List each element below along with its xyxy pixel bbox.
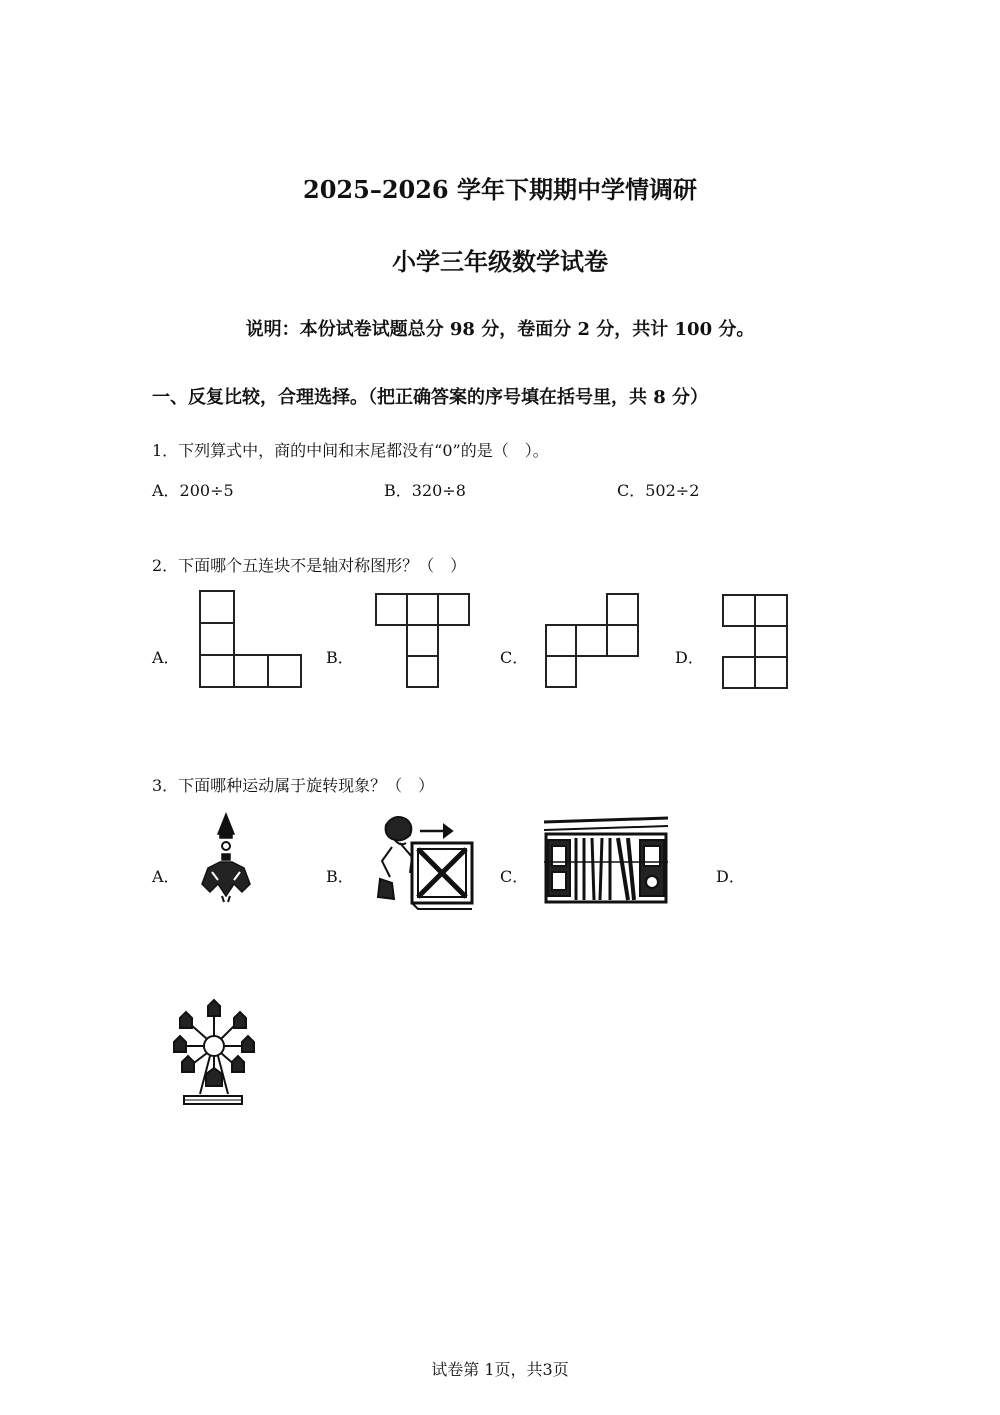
question-2-label-b: B． [326, 648, 354, 667]
question-3-label-c: C． [500, 867, 529, 886]
question-3-stem: 3．下面哪种运动属于旋转现象？（ ） [152, 776, 435, 795]
rocket-icon [198, 812, 256, 904]
question-2-label-a: A． [152, 648, 180, 667]
question-2-label-c: C． [500, 648, 529, 667]
section-heading: 一、反复比较，合理选择。（把正确答案的序号填在括号里，共 8 分） [152, 387, 709, 408]
pentomino-b-figure [375, 593, 471, 689]
boy-pushing-box-icon [372, 813, 476, 911]
question-1-stem: 1．下列算式中，商的中间和末尾都没有“0”的是（ ）。 [152, 441, 549, 460]
exam-title: 2025–2026 学年下期期中学情调研 [303, 175, 697, 204]
pentomino-a-figure [198, 590, 304, 688]
question-3-label-b: B． [326, 867, 354, 886]
question-3-label-d: D． [716, 867, 745, 886]
pentomino-d-figure [722, 594, 790, 690]
pentomino-c-figure [545, 593, 641, 689]
exam-subtitle: 小学三年级数学试卷 [392, 247, 608, 276]
question-1-option-c: C．502÷2 [617, 481, 700, 500]
exam-note: 说明：本份试卷试题总分 98 分，卷面分 2 分，共计 100 分。 [245, 319, 755, 340]
sliding-window-icon [544, 812, 670, 906]
question-2-stem: 2．下面哪个五连块不是轴对称图形？（ ） [152, 556, 467, 575]
page-footer: 试卷第 1页，共3页 [431, 1360, 569, 1379]
question-1-option-b: B．320÷8 [384, 481, 466, 500]
question-2-label-d: D． [675, 648, 704, 667]
question-3-label-a: A． [152, 867, 180, 886]
ferris-wheel-icon [170, 1002, 260, 1114]
question-1-option-a: A．200÷5 [152, 481, 234, 500]
